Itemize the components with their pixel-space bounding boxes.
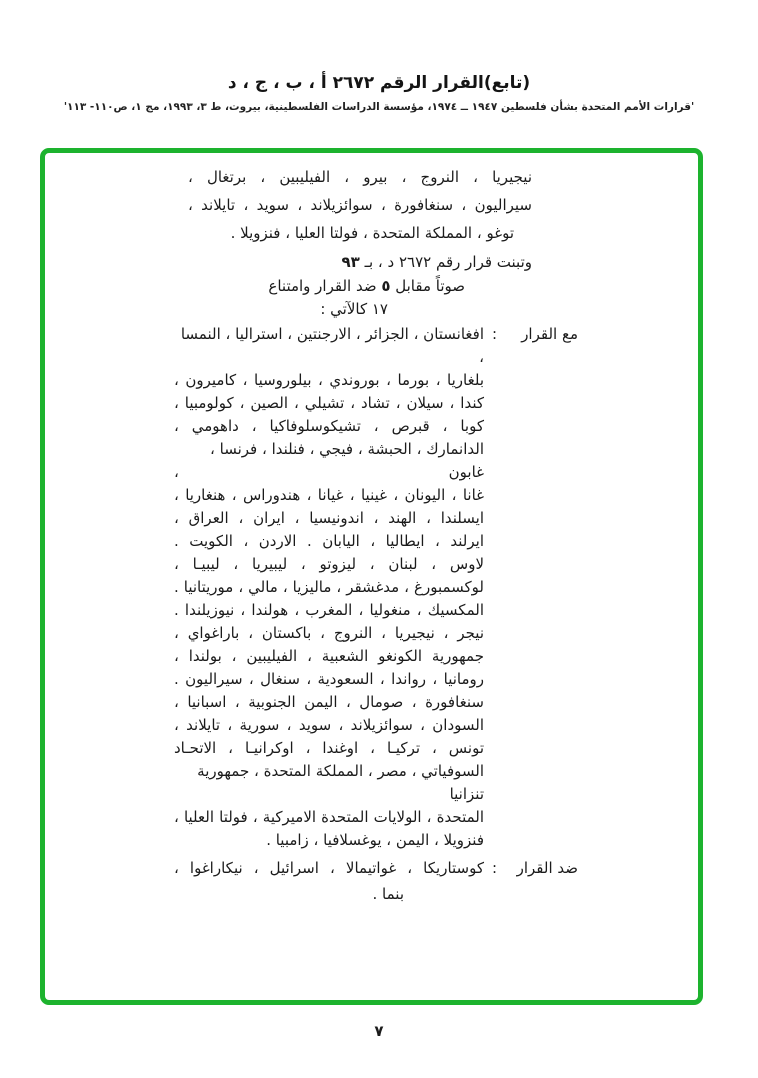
text-line: جمهورية الكونغو الشعبية ، الفيليبين ، بولندا ، [174, 646, 484, 665]
text-line: غانا ، اليونان ، غينيا ، غيانا ، هندوراس ، هنغاريا ، [174, 485, 484, 504]
source-citation: 'قرارات الأمم المتحدة بشأن فلسطين ١٩٤٧ ــ ١٩٧٤، مؤسسة الدراسات الفلسطينية، بيروت، ط ٣، ١٩٩٣، مج ١، ص١١٠- ١١٣' [63, 101, 695, 113]
continuation-paragraph [188, 163, 532, 247]
text-line: ايسلندا ، الهند ، اندونيسيا ، ايران ، العراق ، [174, 508, 484, 527]
entry-label-colon: : [492, 858, 498, 877]
entry-label-text: ضد القرار [516, 858, 578, 877]
text-line: نيجر ، نيجيريا ، النروج ، باكستان ، باراغواي ، [174, 623, 484, 642]
text-line: كندا ، سيلان ، تشاد ، تشيلي ، الصين ، كولومبيا ، [174, 393, 484, 412]
against-vote-countries [174, 857, 484, 909]
text-line: صوتاً مقابل ٥ ضد القرار وامتناع [268, 276, 465, 295]
text-line: رومانيا ، رواندا ، السعودية ، سنغال ، سيراليون . [174, 669, 484, 688]
with-vote-entry [45, 323, 578, 852]
text-line: بنما . [372, 884, 404, 903]
text-line: تونس ، تركيـا ، اوغندا ، اوكرانيـا ، الاتحـاد [174, 738, 484, 757]
text-line: ١٧ كالآتي : [320, 300, 388, 318]
text-line: كوستاريكا ، غواتيمالا ، اسرائيل ، نيكاراغوا ، [174, 858, 484, 877]
entry-label-colon: : [492, 324, 498, 343]
text-line: المتحدة ، الولايات المتحدة الاميركية ، فولتا العليا ، [174, 807, 484, 826]
document-body [45, 153, 698, 1000]
text-line: السوفياتي ، مصر ، المملكة المتحدة ، جمهورية تنزانيا [197, 761, 484, 803]
text-line: كوبا ، قبرص ، تشيكوسلوفاكيا ، داهومي ، [174, 416, 484, 435]
page-header [0, 72, 758, 113]
page-number: ٧ [374, 1022, 384, 1040]
with-vote-label [492, 323, 578, 346]
text-line: السودان ، سوائزيلاند ، سويد ، سورية ، تايلاند ، [174, 715, 484, 734]
text-line: لوكسمبورغ ، مدغشقر ، ماليزيا ، مالي ، موريتانيا . [174, 577, 484, 596]
text-line: توغو ، المملكة المتحدة ، فولتا العليا ، فنزويلا . [230, 224, 514, 242]
with-vote-countries [174, 323, 484, 852]
text-line: المكسيك ، منغوليا ، المغرب ، هولندا ، نيوزيلندا . [174, 600, 484, 619]
text-line: لاوس ، لبنان ، ليزوتو ، ليبيريا ، ليبيـا ، [174, 554, 484, 573]
against-vote-entry [45, 857, 578, 909]
page-footer [0, 1021, 758, 1040]
text-line: سنغافورة ، صومال ، اليمن الجنوبية ، اسبانيا ، [174, 692, 484, 711]
page-title: (تابع)القرار الرقم ٢٦٧٢ أ ، ب ، ج ، د [227, 73, 531, 93]
text-line: سيراليون ، سنغافورة ، سوائزيلاند ، سويد ، تايلاند ، [188, 196, 532, 214]
entry-label-text: مع القرار [521, 324, 578, 343]
text-line: فنزويلا ، اليمن ، يوغسلافيا ، زامبيا . [266, 830, 484, 849]
text-line: الدانمارك ، الحبشة ، فيجي ، فنلندا ، فرنسا ، غابون ، [174, 439, 484, 481]
against-vote-label [492, 857, 578, 880]
text-line: افغانستان ، الجزائر ، الارجنتين ، استراليا ، النمسا ، [180, 324, 484, 366]
text-line: نيجيريا ، النروج ، بيرو ، الفيليبين ، برتغال ، [188, 168, 532, 186]
text-line: ايرلند ، ايطاليا ، اليابان . الاردن ، الكويت . [174, 531, 484, 550]
content-frame [40, 148, 703, 1005]
vote-summary-paragraph [188, 251, 532, 322]
text-line: وتبنت قرار رقم ٢٦٧٢ د ، بـ ٩٣ [341, 253, 532, 271]
text-line: بلغاريا ، بورما ، بوروندي ، بيلوروسيا ، كاميرون ، [174, 370, 484, 389]
